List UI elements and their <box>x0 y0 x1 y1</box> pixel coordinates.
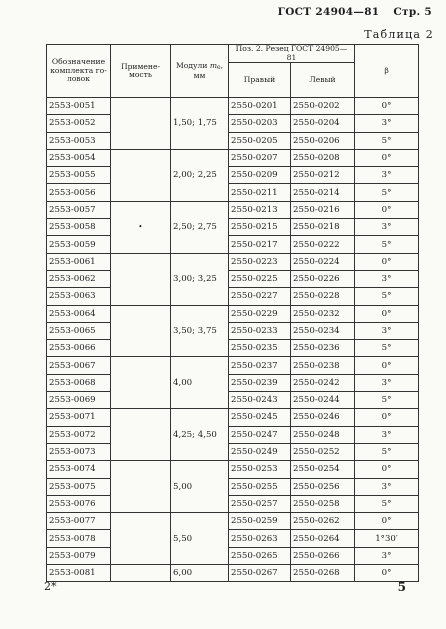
left-cutter-cell: 2550-0208 <box>291 149 355 166</box>
right-cutter-cell: 2550-0215 <box>229 219 291 236</box>
designation-cell: 2553-0075 <box>47 478 111 495</box>
beta-cell: 0° <box>355 409 419 426</box>
module-cell: 3,00; 3,25 <box>171 253 229 305</box>
right-cutter-cell: 2550-0227 <box>229 288 291 305</box>
right-cutter-cell: 2550-0223 <box>229 253 291 270</box>
left-cutter-cell: 2550-0254 <box>291 461 355 478</box>
right-cutter-cell: 2550-0205 <box>229 132 291 149</box>
table-row <box>47 149 419 166</box>
applicability-cell <box>111 253 171 305</box>
module-cell: 6,00 <box>171 565 229 582</box>
designation-cell: 2553-0068 <box>47 374 111 391</box>
table-row <box>47 184 419 201</box>
table-row <box>47 565 419 582</box>
beta-cell: 5° <box>355 288 419 305</box>
right-cutter-cell: 2550-0257 <box>229 495 291 512</box>
designation-cell: 2553-0074 <box>47 461 111 478</box>
designation-cell: 2553-0077 <box>47 513 111 530</box>
beta-cell: 5° <box>355 184 419 201</box>
table-row <box>47 357 419 374</box>
left-cutter-cell: 2550-0246 <box>291 409 355 426</box>
left-cutter-cell: 2550-0256 <box>291 478 355 495</box>
left-cutter-cell: 2550-0224 <box>291 253 355 270</box>
header-pos2: Поз. 2. Резец ГОСТ 24905—81 <box>229 45 355 63</box>
beta-cell: 5° <box>355 236 419 253</box>
designation-cell: 2553-0067 <box>47 357 111 374</box>
designation-cell: 2553-0059 <box>47 236 111 253</box>
header-module-prefix: Модули <box>176 60 208 70</box>
beta-cell: 5° <box>355 392 419 409</box>
right-cutter-cell: 2550-0259 <box>229 513 291 530</box>
header-module-sub: e <box>217 63 221 71</box>
right-cutter-cell: 2550-0243 <box>229 392 291 409</box>
beta-cell: 3° <box>355 219 419 236</box>
beta-cell: 5° <box>355 443 419 460</box>
header-left: Левый <box>291 63 355 98</box>
right-cutter-cell: 2550-0263 <box>229 530 291 547</box>
module-cell: 4,25; 4,50 <box>171 409 229 461</box>
left-cutter-cell: 2550-0258 <box>291 495 355 512</box>
table-row <box>47 253 419 270</box>
components-table <box>46 44 419 582</box>
right-cutter-cell: 2550-0239 <box>229 374 291 391</box>
header-beta: β <box>355 45 419 98</box>
left-cutter-cell: 2550-0244 <box>291 392 355 409</box>
table-row <box>47 236 419 253</box>
table-row <box>47 443 419 460</box>
designation-cell: 2553-0076 <box>47 495 111 512</box>
right-cutter-cell: 2550-0267 <box>229 565 291 582</box>
module-cell: 4,00 <box>171 357 229 409</box>
page-header <box>268 6 432 18</box>
left-cutter-cell: 2550-0234 <box>291 322 355 339</box>
designation-cell: 2553-0069 <box>47 392 111 409</box>
designation-cell: 2553-0065 <box>47 322 111 339</box>
left-cutter-cell: 2550-0214 <box>291 184 355 201</box>
table-row <box>47 392 419 409</box>
applicability-cell <box>111 305 171 357</box>
beta-cell: 3° <box>355 167 419 184</box>
right-cutter-cell: 2550-0217 <box>229 236 291 253</box>
table-row <box>47 288 419 305</box>
applicability-cell <box>111 409 171 461</box>
applicability-cell <box>111 513 171 565</box>
beta-cell: 3° <box>355 547 419 564</box>
left-cutter-cell: 2550-0262 <box>291 513 355 530</box>
right-cutter-cell: 2550-0249 <box>229 443 291 460</box>
designation-cell: 2553-0078 <box>47 530 111 547</box>
left-cutter-cell: 2550-0242 <box>291 374 355 391</box>
table-row <box>47 478 419 495</box>
designation-cell: 2553-0063 <box>47 288 111 305</box>
table-row <box>47 340 419 357</box>
right-cutter-cell: 2550-0255 <box>229 478 291 495</box>
beta-cell: 5° <box>355 340 419 357</box>
footer-page-number: 5 <box>397 580 406 594</box>
applicability-cell <box>111 461 171 513</box>
designation-cell: 2553-0071 <box>47 409 111 426</box>
beta-cell: 3° <box>355 374 419 391</box>
header-designation: Обозначение комплекта го-ловок <box>47 45 111 98</box>
table-title: Таблица 2 <box>364 28 434 41</box>
table-row <box>47 322 419 339</box>
table-row <box>47 305 419 322</box>
beta-cell: 0° <box>355 565 419 582</box>
header-module: Модули me, мм <box>171 45 229 98</box>
applicability-mark: • <box>138 223 143 232</box>
beta-cell: 5° <box>355 132 419 149</box>
right-cutter-cell: 2550-0229 <box>229 305 291 322</box>
applicability-cell <box>111 201 171 253</box>
table-row <box>47 132 419 149</box>
right-cutter-cell: 2550-0211 <box>229 184 291 201</box>
designation-cell: 2553-0073 <box>47 443 111 460</box>
standard-number: ГОСТ 24904—81 <box>277 6 380 18</box>
module-cell: 1,50; 1,75 <box>171 98 229 150</box>
right-cutter-cell: 2550-0253 <box>229 461 291 478</box>
table-row <box>47 461 419 478</box>
beta-cell: 0° <box>355 98 419 115</box>
table-row <box>47 409 419 426</box>
right-cutter-cell: 2550-0209 <box>229 167 291 184</box>
beta-cell: 3° <box>355 426 419 443</box>
left-cutter-cell: 2550-0252 <box>291 443 355 460</box>
designation-cell: 2553-0079 <box>47 547 111 564</box>
applicability-cell <box>111 149 171 201</box>
left-cutter-cell: 2550-0232 <box>291 305 355 322</box>
designation-cell: 2553-0055 <box>47 167 111 184</box>
designation-cell: 2553-0056 <box>47 184 111 201</box>
designation-cell: 2553-0072 <box>47 426 111 443</box>
beta-cell: 0° <box>355 201 419 218</box>
footer-signature-mark: 2* <box>44 580 57 593</box>
module-cell: 2,00; 2,25 <box>171 149 229 201</box>
table-row <box>47 98 419 115</box>
designation-cell: 2553-0064 <box>47 305 111 322</box>
left-cutter-cell: 2550-0236 <box>291 340 355 357</box>
left-cutter-cell: 2550-0218 <box>291 219 355 236</box>
beta-cell: 3° <box>355 322 419 339</box>
table-row <box>47 115 419 132</box>
table-row <box>47 530 419 547</box>
right-cutter-cell: 2550-0201 <box>229 98 291 115</box>
table-body <box>47 98 419 582</box>
designation-cell: 2553-0052 <box>47 115 111 132</box>
module-cell: 2,50; 2,75 <box>171 201 229 253</box>
right-cutter-cell: 2550-0225 <box>229 270 291 287</box>
table-row <box>47 374 419 391</box>
table-row <box>47 270 419 287</box>
right-cutter-cell: 2550-0235 <box>229 340 291 357</box>
left-cutter-cell: 2550-0264 <box>291 530 355 547</box>
beta-cell: 3° <box>355 115 419 132</box>
table-row <box>47 426 419 443</box>
designation-cell: 2553-0058 <box>47 219 111 236</box>
left-cutter-cell: 2550-0206 <box>291 132 355 149</box>
right-cutter-cell: 2550-0233 <box>229 322 291 339</box>
table-row <box>47 495 419 512</box>
table-row <box>47 547 419 564</box>
left-cutter-cell: 2550-0238 <box>291 357 355 374</box>
beta-cell: 0° <box>355 149 419 166</box>
right-cutter-cell: 2550-0203 <box>229 115 291 132</box>
designation-cell: 2553-0081 <box>47 565 111 582</box>
left-cutter-cell: 2550-0212 <box>291 167 355 184</box>
left-cutter-cell: 2550-0216 <box>291 201 355 218</box>
table-row <box>47 219 419 236</box>
designation-cell: 2553-0057 <box>47 201 111 218</box>
designation-cell: 2553-0061 <box>47 253 111 270</box>
beta-cell: 1°30′ <box>355 530 419 547</box>
header-applicability: Примене-мость <box>111 45 171 98</box>
applicability-cell <box>111 357 171 409</box>
right-cutter-cell: 2550-0265 <box>229 547 291 564</box>
designation-cell: 2553-0051 <box>47 98 111 115</box>
designation-cell: 2553-0054 <box>47 149 111 166</box>
beta-cell: 0° <box>355 461 419 478</box>
left-cutter-cell: 2550-0248 <box>291 426 355 443</box>
table-row <box>47 167 419 184</box>
applicability-cell <box>111 98 171 150</box>
header-right: Правый <box>229 63 291 98</box>
table-row <box>47 201 419 218</box>
left-cutter-cell: 2550-0228 <box>291 288 355 305</box>
beta-cell: 0° <box>355 253 419 270</box>
right-cutter-cell: 2550-0237 <box>229 357 291 374</box>
module-cell: 3,50; 3,75 <box>171 305 229 357</box>
header-module-symbol: m <box>209 60 218 70</box>
right-cutter-cell: 2550-0247 <box>229 426 291 443</box>
header-module-unit: мм <box>193 71 206 80</box>
left-cutter-cell: 2550-0226 <box>291 270 355 287</box>
module-cell: 5,50 <box>171 513 229 565</box>
beta-cell: 0° <box>355 305 419 322</box>
beta-cell: 3° <box>355 270 419 287</box>
beta-cell: 3° <box>355 478 419 495</box>
designation-cell: 2553-0066 <box>47 340 111 357</box>
beta-cell: 5° <box>355 495 419 512</box>
left-cutter-cell: 2550-0266 <box>291 547 355 564</box>
left-cutter-cell: 2550-0202 <box>291 98 355 115</box>
left-cutter-cell: 2550-0222 <box>291 236 355 253</box>
beta-cell: 0° <box>355 357 419 374</box>
beta-cell: 0° <box>355 513 419 530</box>
designation-cell: 2553-0053 <box>47 132 111 149</box>
right-cutter-cell: 2550-0213 <box>229 201 291 218</box>
left-cutter-cell: 2550-0268 <box>291 565 355 582</box>
left-cutter-cell: 2550-0204 <box>291 115 355 132</box>
designation-cell: 2553-0062 <box>47 270 111 287</box>
table-row <box>47 513 419 530</box>
page-number-label: Стр. 5 <box>393 6 432 18</box>
right-cutter-cell: 2550-0207 <box>229 149 291 166</box>
applicability-cell <box>111 565 171 582</box>
right-cutter-cell: 2550-0245 <box>229 409 291 426</box>
module-cell: 5,00 <box>171 461 229 513</box>
